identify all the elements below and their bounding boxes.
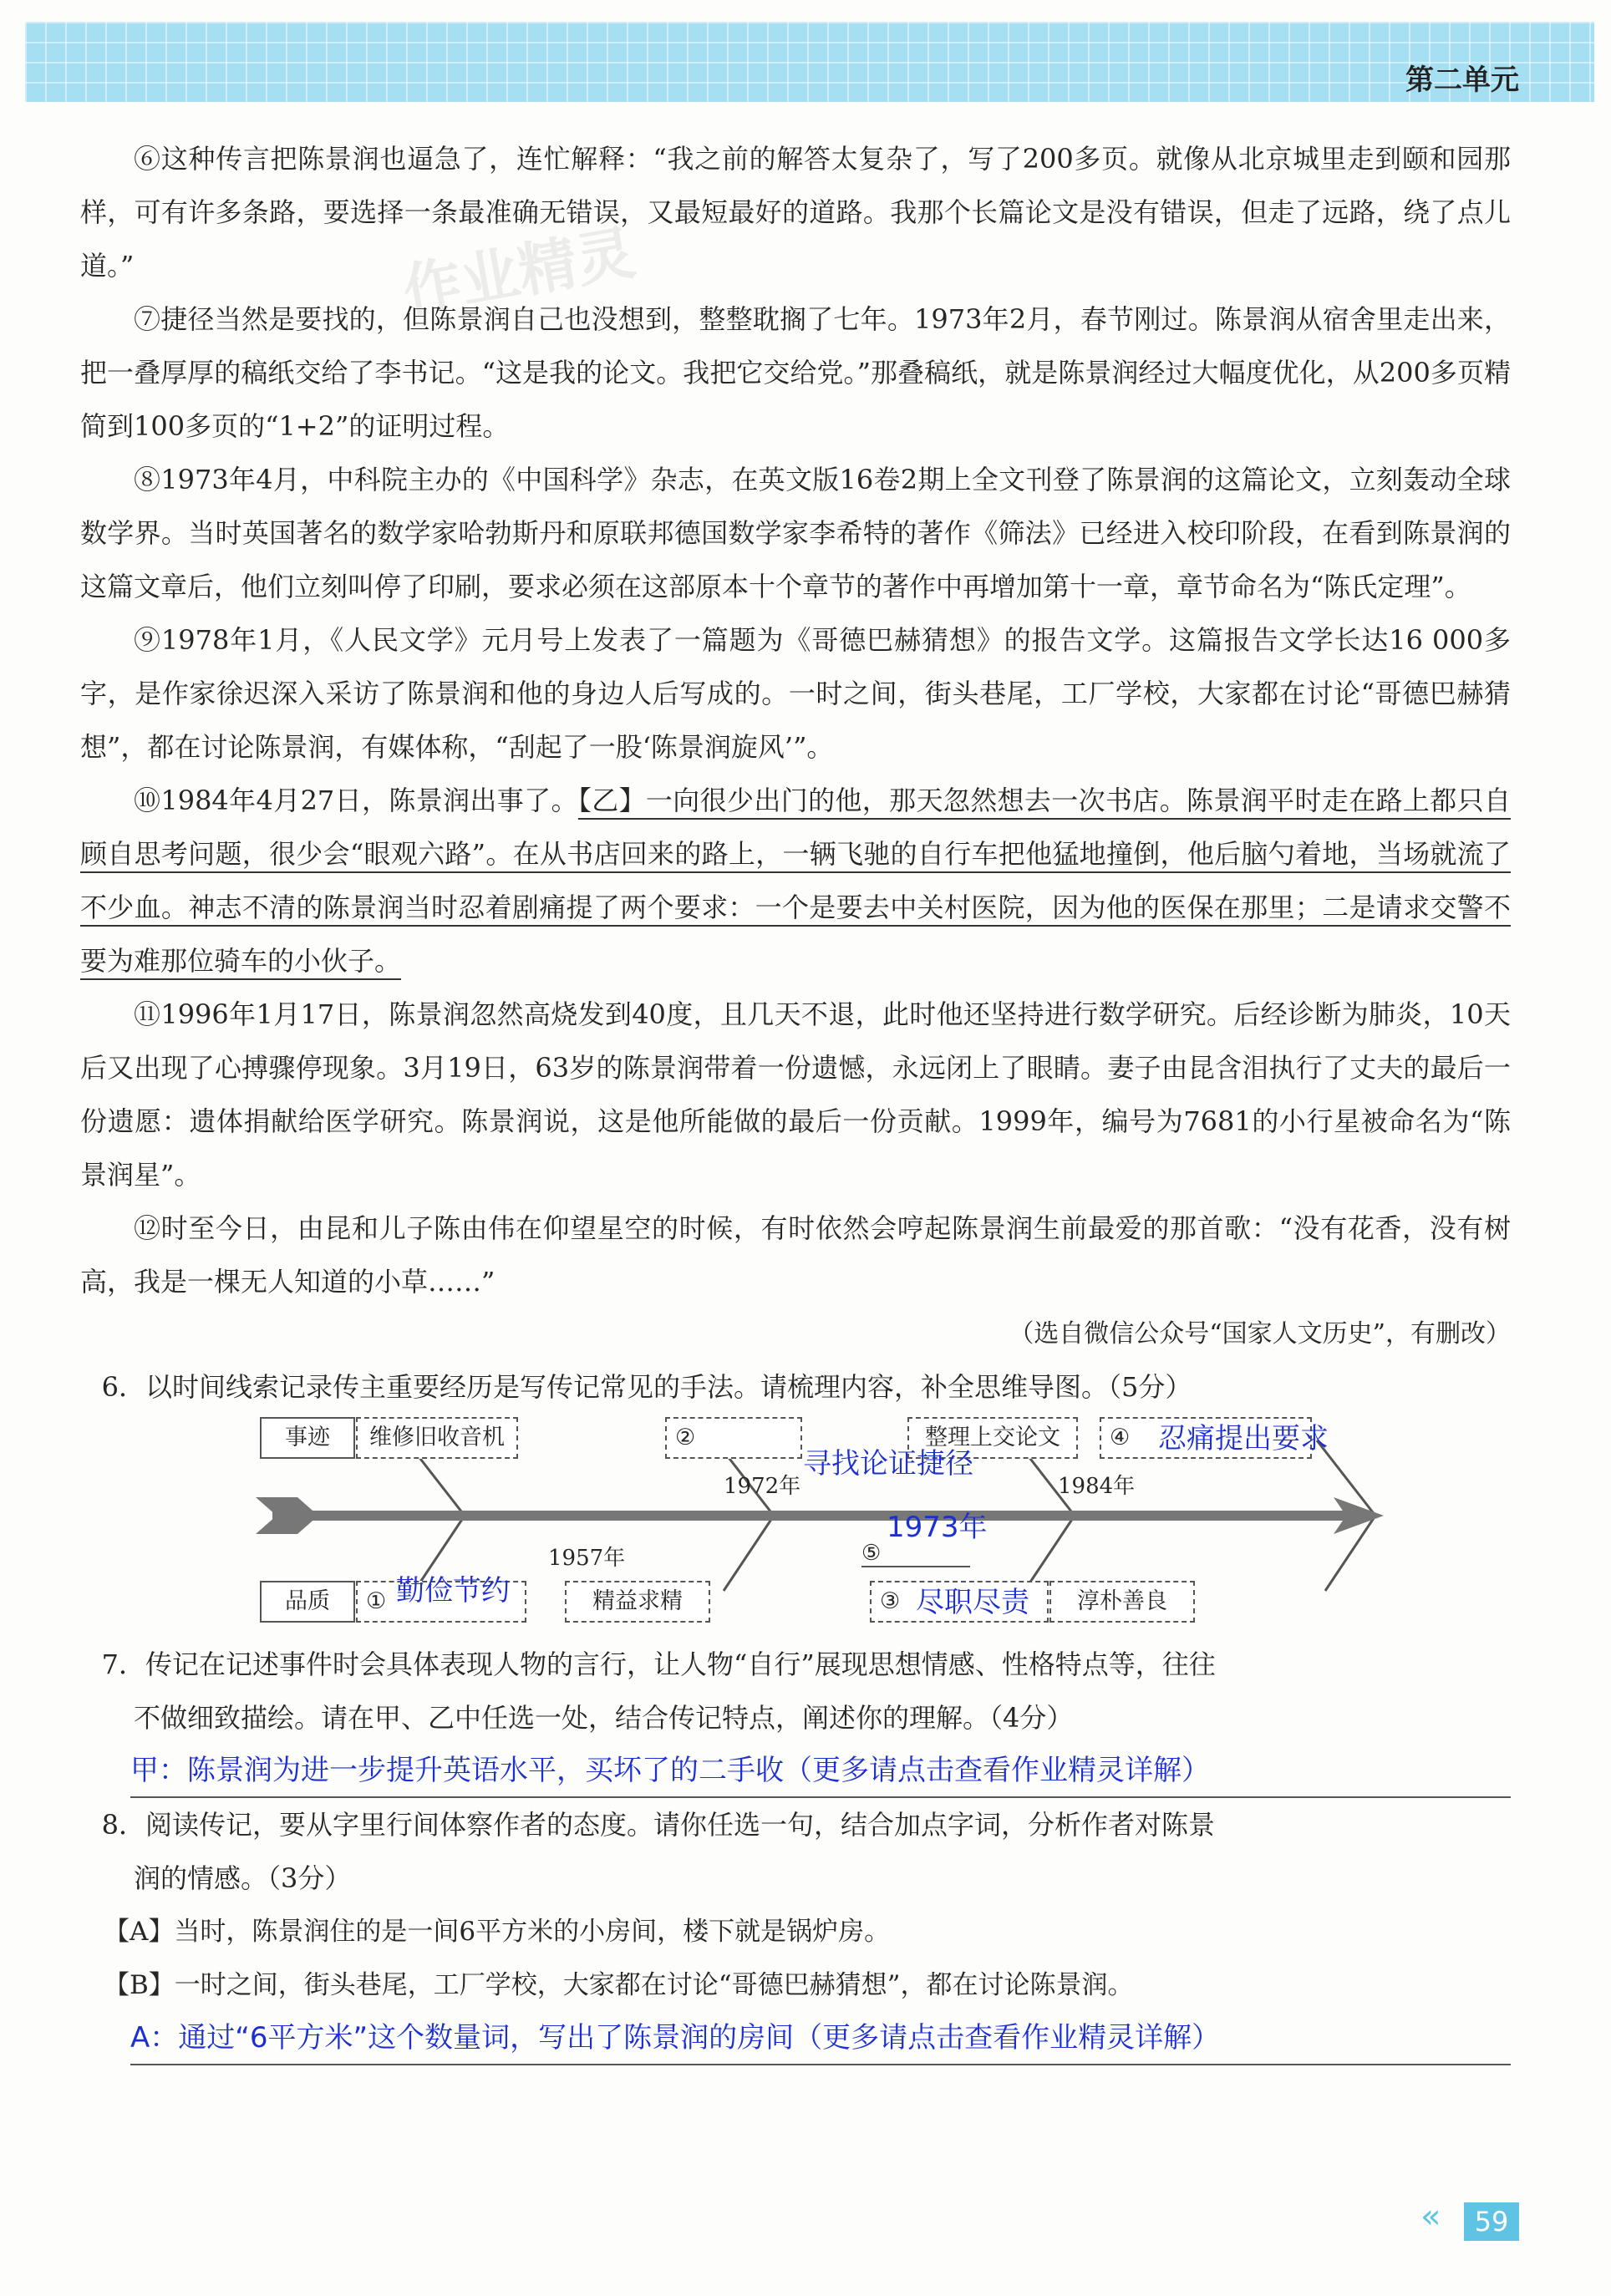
paragraph-8: ⑧1973年4月，中科院主办的《中国科学》杂志，在英文版16卷2期上全文刊登了陈景润的这篇论文，立刻轰动全球数学界。当时英国著名的数学家哈勃斯丹和原联邦德国数学家李希特的著作《筛法》已经进入校印阶段，在看到陈景润的这篇文章后，他们立刻叫停了印刷，要求必须在这部原本十个章节的著作中再增加第十一章，章节命名为“陈氏定理”。 <box>80 464 1511 602</box>
answer-event-4: 忍痛提出要求 <box>1158 1422 1329 1455</box>
quality-2-box: 精益求精 <box>565 1581 710 1623</box>
quality-3-box: ③ <box>870 1581 1049 1623</box>
page-chevron-icon: « <box>1420 2197 1441 2236</box>
header-banner <box>25 22 1594 102</box>
event-3-box: 整理上交论文 <box>907 1417 1078 1459</box>
source-note: （选自微信公众号“国家人文历史”，有删改） <box>1009 1319 1511 1349</box>
paragraph-6: ⑥这种传言把陈景润也逼急了，连忙解释：“我之前的解答太复杂了，写了200多页。就像从北京城里走到颐和园那样，可有许多条路，要选择一条最准确无错误，又最短最好的道路。我那个长篇论文是没有错误，但走了远路，绕了点儿道。” <box>80 143 1511 282</box>
event-4-box: ④ <box>1100 1417 1312 1459</box>
answer-quality-1: 勤俭节约 <box>396 1574 510 1608</box>
passage-yi-underlined: 【乙】一向很少出门的他，那天忽然想去一次书店。陈景润平时走在路上都只自顾自思考问题，很少会“眼观六路”。在从书店回来的路上，一辆飞驰的自行车把他猛地撞倒，他后脑勺着地，当场就流了不少血。神志不清的陈景润当时忍着剧痛提了两个要求：一个是要去中关村医院，因为他的医保在那里；二是请求交警不要为难那位骑车的小伙子。 <box>80 785 1511 977</box>
question-8-answer[interactable]: A：通过“6平方米”这个数量词，写出了陈景润的房间（更多请点击查看作业精灵详解） <box>130 2012 1511 2065</box>
question-8-option-a: 【A】当时，陈景润住的是一间6平方米的小房间，楼下就是锅炉房。 <box>104 1917 891 1947</box>
page-number: 59 <box>1464 2202 1519 2241</box>
event-2-box: ② <box>665 1417 802 1459</box>
answer-year-5: 1973年 <box>887 1511 988 1544</box>
quality-4-box: 淳朴善良 <box>1049 1581 1195 1623</box>
qualities-label: 品质 <box>260 1581 355 1623</box>
events-label: 事迹 <box>260 1417 355 1459</box>
question-8-line-1: 8．阅读传记，要从字里行间体察作者的态度。请你任选一句，结合加点字词，分析作者对陈景 <box>101 1809 1215 1841</box>
year-1984: 1984年 <box>1058 1474 1136 1499</box>
question-7-line-2: 不做细致描绘。请在甲、乙中任选一处，结合传记特点，阐述你的理解。（4分） <box>134 1702 1074 1734</box>
answer-event-2: 寻找论证捷径 <box>803 1447 973 1481</box>
paragraph-7: ⑦捷径当然是要找的，但陈景润自己也没想到，整整耽搁了七年。1973年2月，春节刚过。陈景润从宿舍里走出来，把一叠厚厚的稿纸交给了李书记。“这是我的论文。我把它交给党。”那叠稿纸，就是陈景润经过大幅度优化，从200多页精简到100多页的“1+2”的证明过程。 <box>80 303 1511 442</box>
answer-quality-3: 尽职尽责 <box>916 1586 1029 1619</box>
mind-map-diagram <box>80 1424 1511 1633</box>
quality-1-box: ① <box>356 1581 526 1623</box>
article-content <box>80 132 1511 2065</box>
question-8-option-b: 【B】一时之间，街头巷尾，工厂学校，大家都在讨论“哥德巴赫猜想”，都在讨论陈景润。 <box>104 1970 1134 2000</box>
question-7-line-1: 7．传记在记述事件时会具体表现人物的言行，让人物“自行”展现思想情感、性格特点等，往往 <box>101 1648 1216 1680</box>
year-1957: 1957年 <box>548 1546 626 1571</box>
paragraph-9: ⑨1978年1月，《人民文学》元月号上发表了一篇题为《哥德巴赫猜想》的报告文学。这篇报告文学长达16 000多字，是作家徐迟深入采访了陈景润和他的身边人后写成的。一时之间，街头巷尾，工厂学校，大家都在讨论“哥德巴赫猜想”，都在讨论陈景润，有媒体称，“刮起了一股‘陈景润旋风’”。 <box>80 624 1511 763</box>
unit-title: 第二单元 <box>1405 63 1519 97</box>
paragraph-10 <box>80 774 1511 988</box>
question-7-answer[interactable]: 甲：陈景润为进一步提升英语水平，买坏了的二手收（更多请点击查看作业精灵详解） <box>130 1745 1511 1798</box>
watermark: 作业精灵 <box>397 218 640 327</box>
year-1972: 1972年 <box>724 1474 801 1499</box>
paragraph-10-lead: ⑩1984年4月27日，陈景润出事了。 <box>134 785 578 816</box>
event-1-box: 维修旧收音机 <box>356 1417 518 1459</box>
year-5-label: ⑤ <box>861 1541 970 1567</box>
paragraph-11: ⑪1996年1月17日，陈景润忽然高烧发到40度，且几天不退，此时他还坚持进行数学研究。后经诊断为肺炎，10天后又出现了心搏骤停现象。3月19日，63岁的陈景润带着一份遗憾，永远闭上了眼睛。妻子由昆含泪执行了丈夫的最后一份遗愿：遗体捐献给医学研究。陈景润说，这是他所能做的最后一份贡献。1999年，编号为7681的小行星被命名为“陈景润星”。 <box>80 998 1511 1191</box>
question-8-line-2: 润的情感。（3分） <box>134 1862 352 1894</box>
question-6: 6．以时间线索记录传主重要经历是写传记常见的手法。请梳理内容，补全思维导图。（5分） <box>101 1371 1192 1403</box>
paragraph-12: ⑫时至今日，由昆和儿子陈由伟在仰望星空的时候，有时依然会哼起陈景润生前最爱的那首歌：“没有花香，没有树高，我是一棵无人知道的小草……” <box>80 1212 1511 1298</box>
